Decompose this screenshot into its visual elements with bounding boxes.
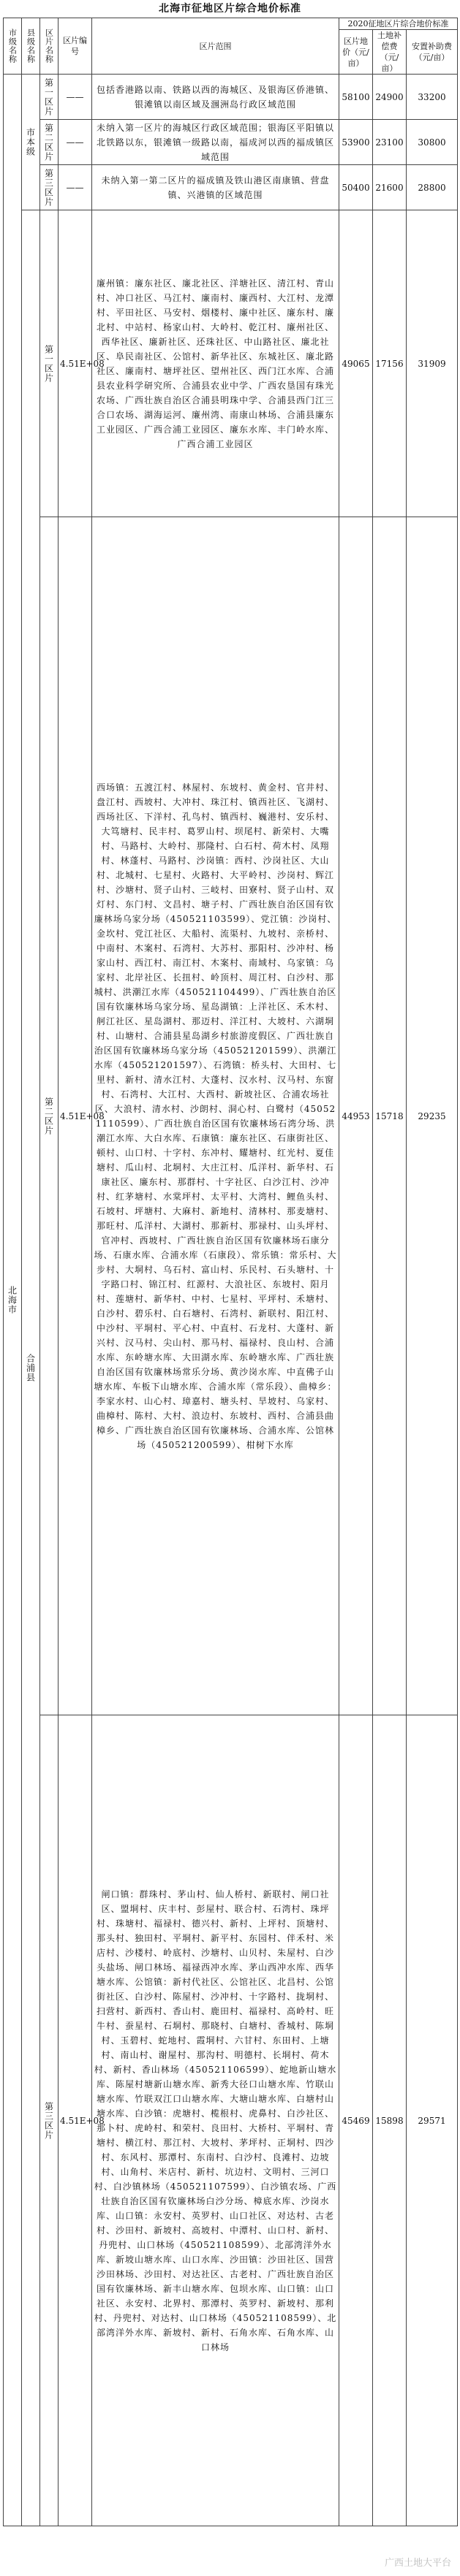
county-cell: 合浦县	[22, 210, 40, 2526]
zone-name-cell: 第一区片	[40, 210, 59, 517]
header-zone-name: 区片名称	[40, 18, 59, 75]
watermark: 广西土地大平台	[384, 2558, 451, 2569]
zone-name-cell: 第二区片	[40, 517, 59, 1715]
zone-code-cell: ——	[59, 120, 92, 165]
total-price-cell: 53900	[339, 120, 373, 165]
table-row	[4, 165, 458, 210]
zone-name-cell: 第二区片	[40, 120, 59, 165]
zone-range-cell: 未纳入第一区片的海城区行政区域范围；银海区平阳镇以北铁路以东，银滩镇一级路以南，福成河以西的福成镇区域范围	[92, 120, 339, 165]
zone-code-cell: ——	[59, 75, 92, 120]
header-zone-range: 区片范围	[92, 18, 339, 75]
zone-range-cell: 包括香港路以南、铁路以西的海城区、及银海区侨港镇、银滩镇以南区域及涠洲岛行政区域范围	[92, 75, 339, 120]
land-compensation-cell: 21600	[373, 165, 407, 210]
table-row	[4, 120, 458, 165]
total-price-cell: 58100	[339, 75, 373, 120]
resettlement-cell: 31909	[407, 210, 458, 517]
county-cell: 市本级	[22, 75, 40, 210]
total-price-cell: 45469	[339, 1715, 373, 2526]
land-compensation-cell: 15718	[373, 517, 407, 1715]
zone-name-cell: 第三区片	[40, 1715, 59, 2526]
zone-range-cell: 廉州镇：廉东社区、廉北社区、洋塘社区、清江村、青山村、冲口社区、马江村、廉南村、廉西村、大江村、龙潭村、平田社区、马安村、烟楼村、廉中社区、廉东村、廉北村、中站村、杨家山村、大岭村、乾江村、廉州社区、西华社区、廉新社区、还珠社区、中山路社区、廉北社区、阜民南社区、公馆村、新华社区、东城社区、廉北路社区、廉南村、塘坪社区、望州社区、西门江水库、合浦县农业科学研究所、合浦县农业中学、广西农垦国有珠光农场、广西壮族自治区合浦县明珠中学、合浦县西门江三合口农场、湖海运河、廉州湾、南康山林场、合浦县廉东工业园区、广西合浦工业园区、廉东水库、丰门岭水库、广西合浦工业园区	[92, 210, 339, 517]
header-resettlement: 安置补助费（元/亩）	[407, 30, 458, 75]
land-compensation-cell: 17156	[373, 210, 407, 517]
land-price-table	[3, 18, 458, 2526]
land-compensation-cell: 23100	[373, 120, 407, 165]
land-compensation-cell: 24900	[373, 75, 407, 120]
total-price-cell: 44953	[339, 517, 373, 1715]
document-title: 北海市征地区片综合地价标准	[159, 3, 301, 15]
total-price-cell: 49065	[339, 210, 373, 517]
table-row	[4, 1715, 458, 2526]
header-city: 市级名称	[4, 18, 22, 75]
total-price-cell: 50400	[339, 165, 373, 210]
resettlement-cell: 28800	[407, 165, 458, 210]
table-row	[4, 517, 458, 1715]
header-total: 区片地价（元/亩）	[339, 30, 373, 75]
city-cell: 北海市	[4, 75, 22, 2526]
resettlement-cell: 33200	[407, 75, 458, 120]
header-land-compensation: 土地补偿费（元/亩）	[373, 30, 407, 75]
zone-code-cell: 4.51E+08	[59, 210, 92, 517]
table-row	[4, 210, 458, 517]
zone-range-cell: 闸口镇：群珠村、茅山村、仙人桥村、新联村、闸口社区、盟垌村、庆丰村、彭屋村、联合村、石湾村、珠坪村、珠塘村、福禄村、德兴村、新村、上坪村、顶塘村、那头村、独田村、平垌村、新平村、东园村、伴禾村、米店村、沙楼村、岭底村、沙塘村、山贝村、朱屋村、白沙头盐场、闸口林场、福禄西冲水库、茅山西冲水库、西华塘水库、公馆镇：新村代社区、公馆社区、北昌村、公馆街社区、白沙村、陈屋村、沙冲村、十字路村、拢垌村、扫营村、新西村、香山村、鹿田村、福禄村、高岭村、旺牛村、蚕星村、石垌村、那晓村、白塘村、香城村、陈垌村、玉碧村、蛇地村、霞垌村、六甘村、东田村、上塘村、南山村、谢屋村、那沟村、明德村、长垌村、荷木村、新村、香山林场（450521106599）、蛇地新山塘水库、陈屋村塘新山塘水库、新秀大径口山塘水库、竹联山塘水库、竹联双江口山塘水库、大塘山塘水库、白塘村山塘水库、白沙镇：虎塘村、榄根村、虎鼻村、白沙社区、那卜村、虎岭村、和荣村、良田村、大桥村、平垌村、青塘村、横江村、那江村、大坡村、茅坪村、正垌村、四沙村、东风村、那潭村、东南村、白沙村、良滩村、边坡村、山角村、米店村、新村、坑边村、文明村、三河口村、白沙镇林场（450521107599）、白沙镇农场、广西壮族自治区国有钦廉林场白沙分场、樟底水库、沙岗水库、山口镇：永安村、英罗村、山口社区、对达村、古老村、沙田村、新坡村、高坡村、中潭村、山口村、新村、丹兜村、山口林场（450521108599）、北部湾洋外水库、新坡山塘水库、山口水库、沙田镇：沙田社区、国营沙田林场、沙田村、对达社区、古老村、广西壮族自治区国有钦廉林场、新丰山塘水库、包坝水库、山口镇：山口社区、永安村、北界村、那潭村、英罗村、新坡村、那利村、丹兜村、对达村、山口林场（450521108599）、北部湾洋外水库、新坡村、新村、石角水库、石角水库、山口林场	[92, 1715, 339, 2526]
header-price-group: 2020征地区片综合地价标准	[339, 18, 458, 30]
header-county: 县级名称	[22, 18, 40, 75]
zone-code-cell: ——	[59, 165, 92, 210]
zone-name-cell: 第三区片	[40, 165, 59, 210]
zone-name-cell: 第一区片	[40, 75, 59, 120]
resettlement-cell: 29235	[407, 517, 458, 1715]
zone-code-cell: 4.51E+08	[59, 1715, 92, 2526]
zone-code-cell: 4.51E+08	[59, 517, 92, 1715]
table-row	[4, 75, 458, 120]
zone-range-cell: 西场镇：五渡江村、林屋村、东坡村、黄金村、官井村、盘江村、西坡村、大冲村、珠江村、镇西社区、飞湖村、西场社区、下洋村、孔鸟村、镇西村、巍港村、安乐村、大笃塘村、民丰村、葛罗山村、坝尾村、新荣村、大嘴村、马路村、大岭村、那隆村、白石村、荷木村、凤翔村、林蓬村、马路村、沙岗镇：西村、沙岗社区、大山村、北城村、七星村、火路村、大平岭村、沙岗村、辉江村、沙塘村、贤子山村、三岐村、田寮村、贤子山村、双灯村、东门村、文昌村、塘子村、广西壮族自治区国有钦廉林场乌家分场（450521103599）、党江镇：沙岗村、金坎村、党江社区、大船村、流渠村、九坡村、亲桥村、中南村、木案村、石湾村、大苏村、那阳村、沙冲村、杨家山村、西江村、南江村、木案村、南域村、乌家镇：乌家村、北岸社区、长扭村、岭顶村、周江村、白沙村、那城村、洪潮江水库（450521104499）、广西壮族自治区国有钦廉林场乌家分场、星岛湖镇：上洋社区、禾木村、舸江社区、星岛湖村、那迈村、洋江村、大坡村、六湖垌村、山塘村、合浦县星岛湖乡村旅游度假区、广西壮族自治区国有钦廉林场乌家分场（450521201599）、洪潮江水库（450521201597）、石湾镇：桥头村、大田村、七里村、新村、清水江村、大蓬村、汉水村、汉马村、东窗村、石湾村、大江村、大西村、新坡社区、合浦农场社区、大浪村、清水村、沙朗村、洞心村、白鹭村（450521110599）、广西壮族自治区国有钦廉林场石湾分场、洪潮江水库、大白水库、石康镇：廉东社区、石康街社区、顿村、山口村、十字村、东冲村、耀塘村、红光村、夏佳塘村、瓜山村、北垌村、大庄江村、瓜洋村、新华村、石康社区、廉东村、那群村、十字社区、白沙江村、沙冲村、红茅塘村、水棠坪村、太平村、大湾村、鲤鱼头村、石坡村、坪塘村、大麻村、新地村、清林村、那麦塘村、那旺村、瓜洋村、大湖村、那新村、那禄村、山头坪村、官冲村、西坡村、广西壮族自治区国有钦廉林场石康分场、石康水库、合浦水库（石康段）、常乐镇：常乐村、大步村、大垌村、乌石村、富山村、乐民村、石头塘村、十字路口村、锦江村、红源村、大浪社区、东坡村、阳月村、莲塘村、新华村、中村、七星村、平坪村、禾塘村、白沙村、碧乐村、白石塘村、石湾村、新联村、阳江村、中沙村、平垌村、平心村、中直村、石龙村、大蓬村、新兴村、汉马村、尖山村、那马村、福禄村、良山村、合浦水库、东岭塘水库、大田湖水库、东岭塘水库、广西壮族自治区国有钦廉林场常乐分场、黄沙岗水库、中直佛子山塘水库、车板下山塘水库、合浦水库（常乐段）、曲樟乡：李家水村、山心村、璋嘉村、塘头村、旱坡村、乌家村、曲樟村、陈村、大村、浪边村、东坡村、西村、合浦县曲樟乡、广西壮族自治区国有钦廉林场、合浦水库、公馆林场（450521200599）、柑树下水库	[92, 517, 339, 1715]
land-compensation-cell: 15898	[373, 1715, 407, 2526]
resettlement-cell: 29571	[407, 1715, 458, 2526]
resettlement-cell: 30800	[407, 120, 458, 165]
zone-range-cell: 未纳入第一第二区片的福成镇及铁山港区南康镇、营盘镇、兴港镇的区域范围	[92, 165, 339, 210]
header-zone-code: 区片编号	[59, 18, 92, 75]
